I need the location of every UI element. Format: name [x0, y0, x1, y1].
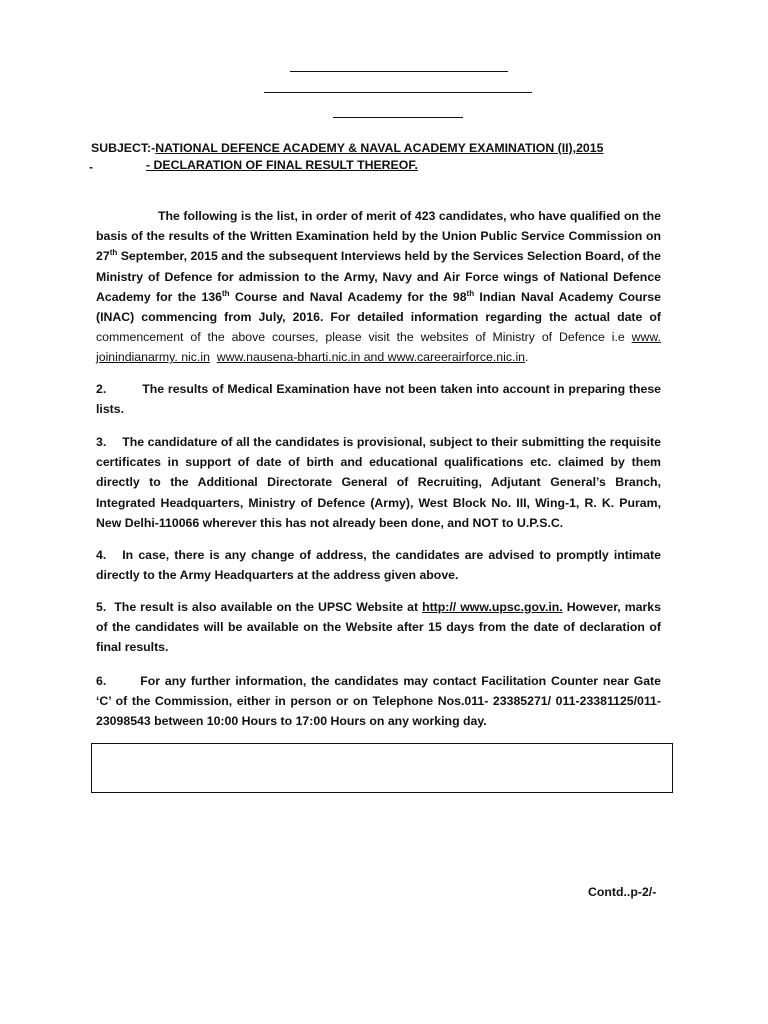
header-rule-2: [264, 92, 532, 93]
subject-block: [91, 140, 691, 174]
margin-dash: -: [89, 160, 93, 174]
continued-note: Contd..p-2/-: [588, 885, 657, 899]
paragraph-1: The following is the list, in order of merit of 423 candidates, who have qualified on the basis of the results of the Written Examination held by the Union Public Service Commission on 27th September, 2015 and the subsequent Interviews held by the Services Selection Board, of the Ministry of Defence for admission to the Army, Navy and Air Force wings of National Defence Academy for the 136th Course and Naval Academy for the 98th Indian Naval Academy Course (INAC) commencing from July, 2016. For detailed information regarding the actual date of commencement of the above courses, please visit the websites of Ministry of Defence i.e www. joinindianarmy. nic.in www.nausena-bharti.nic.in and www.careerairforce.nic.in.: [96, 209, 661, 365]
paragraph-number: 5.: [96, 600, 107, 614]
subject-subtitle: - DECLARATION OF FINAL RESULT THEREOF.: [146, 158, 418, 172]
paragraph-3: 3. The candidature of all the candidates is provisional, subject to their submitting the requisite certificates in support of date of birth and educational qualifications etc. claimed by them directly to the Additional Directorate General of Recruiting, Adjutant General’s Branch, Integrated Headquarters, Ministry of Defence (Army), West Block No. III, Wing-1, R. K. Puram, New Delhi-110066 wherever this has not already been done, and NOT to U.P.S.C.: [96, 435, 661, 530]
paragraph-number: 4.: [96, 548, 107, 562]
paragraph-number: 2.: [96, 382, 107, 396]
header-rule-1: [290, 71, 508, 72]
link-nausena-careerairforce[interactable]: www.nausena-bharti.nic.in and www.careerairforce.nic.in: [216, 350, 526, 365]
header-rule-3: [333, 117, 463, 118]
paragraph-number: 3.: [96, 435, 107, 449]
paragraph-number: 6.: [96, 674, 107, 688]
empty-bordered-box: [91, 743, 673, 793]
paragraph-4: 4. In case, there is any change of address, the candidates are advised to promptly intimate directly to the Army Headquarters at the address given above.: [96, 548, 661, 583]
link-joinindianarmy[interactable]: www. joinindianarmy. nic.in: [96, 330, 661, 365]
paragraph-2: 2. The results of Medical Examination have not been taken into account in preparing these lists.: [96, 382, 661, 417]
paragraph-6: 6. For any further information, the candidates may contact Facilitation Counter near Gate ‘C’ of the Commission, either in person or on Telephone Nos.011- 23385271/ 011-23381125/011-23098543 between 10:00 Hours to 17:00 Hours on any working day.: [96, 674, 661, 729]
link-upsc[interactable]: http:// www.upsc.gov.in.: [422, 600, 563, 614]
paragraph-5: 5. The result is also available on the UPSC Website at http:// www.upsc.gov.in. However, marks of the candidates will be available on the Website after 15 days from the date of declaration of final results.: [96, 600, 661, 655]
subject-label: SUBJECT:-: [91, 141, 156, 155]
subject-title: NATIONAL DEFENCE ACADEMY & NAVAL ACADEMY EXAMINATION (II),2015: [155, 141, 604, 155]
